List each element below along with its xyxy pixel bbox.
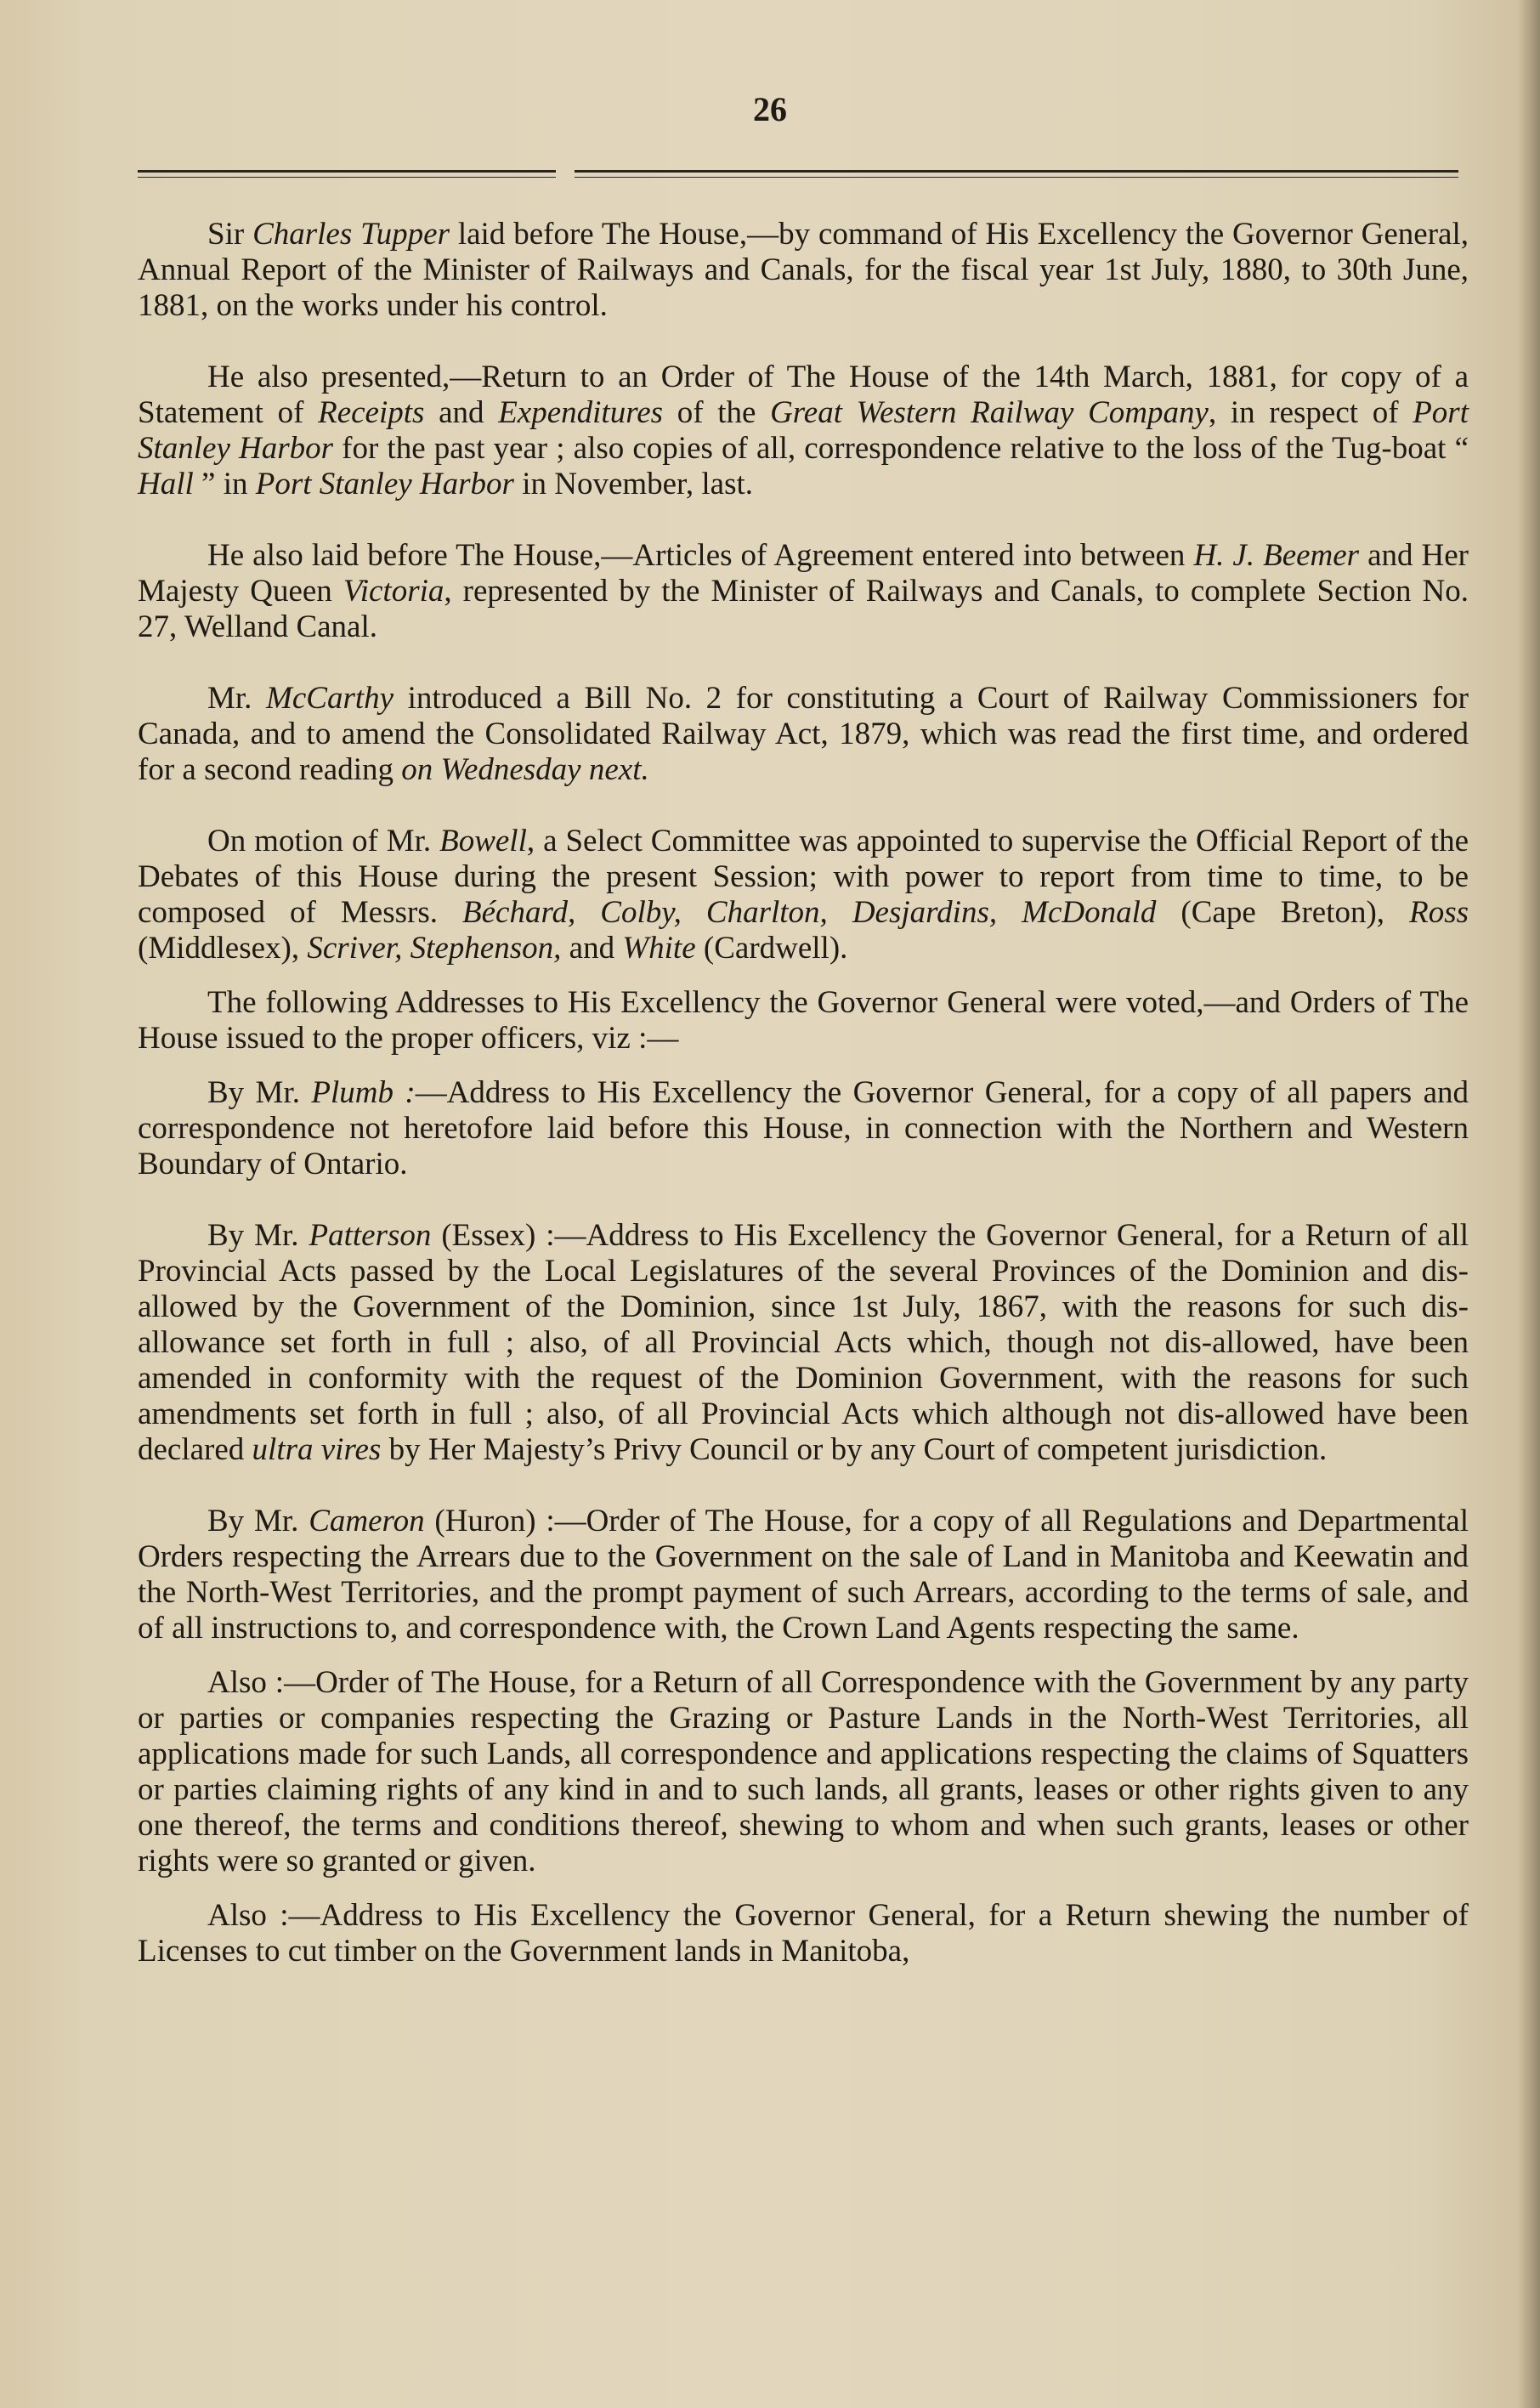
page-number: 26 xyxy=(753,90,787,128)
text-segment: of the xyxy=(663,395,771,430)
paragraph xyxy=(138,681,1469,788)
text-segment: , in respect of xyxy=(1208,395,1413,430)
paragraph xyxy=(138,1075,1469,1182)
text-segment: in November, last. xyxy=(513,467,754,501)
text-segment: and Her Majesty Queen xyxy=(138,538,1469,609)
italic-text-segment: Scriver, Stephenson, xyxy=(307,931,562,966)
italic-text-segment: on Wednesday next. xyxy=(401,752,649,787)
page-edge-shadow xyxy=(1518,0,1540,2408)
italic-text-segment: Hall xyxy=(138,467,194,501)
text-segment: Also :—Order of The House, for a Return of all Correspondence with the Government by any party or parties or companies respecting the Grazing or Pasture Lands in the North-West Territories, all applications made for such Lands, all correspondence and applications respecting the claims of Squatters or parties claiming rights of any kind in and to such lands, all grants, leases or other rights given to any one thereof, the terms and conditions thereof, shewing to whom and when such grants, leases or other rights were so granted or given. xyxy=(138,1665,1469,1878)
text-segment: Mr. xyxy=(207,681,267,716)
italic-text-segment: H. J. Beemer xyxy=(1193,538,1360,573)
text-segment: , represented by the Minister of Railways and Canals, to complete Section No. 27, Welland Canal. xyxy=(138,574,1469,644)
paragraph xyxy=(138,1218,1469,1468)
italic-text-segment: Cameron xyxy=(309,1504,425,1538)
text-segment: He also presented,—Return to an Order of The House of the 14th March, 1881, for copy of a Statement of xyxy=(138,360,1469,430)
text-segment: by Her Majesty’s Privy Council or by any Court of competent jurisdiction. xyxy=(381,1432,1328,1467)
text-segment: , a Select Committee was appointed to supervise the Official Report of the Debates of this House during the present Session; with power to report from time to time, to be composed of Messrs. xyxy=(138,824,1469,930)
text-segment: Also :—Address to His Excellency the Governor General, for a Return shewing the number of Licenses to cut timber on the Government lands in Manitoba, xyxy=(138,1898,1469,1969)
text-segment: and xyxy=(561,931,623,966)
text-segment: By Mr. xyxy=(207,1504,309,1538)
italic-text-segment: ultra vires xyxy=(252,1432,382,1467)
text-segment: (Cardwell). xyxy=(695,931,848,966)
italic-text-segment: Receipts xyxy=(318,395,425,430)
italic-text-segment: Bowell xyxy=(439,824,527,858)
text-segment: laid before The House,—by command of His Excellency the Governor General, Annual Report of the Minister of Railways and Canals, for the fiscal year 1st July, 1880, to 30th June, 1881, on the works under his control. xyxy=(138,217,1469,323)
text-segment: (Middlesex), xyxy=(138,931,308,966)
text-segment: The following Addresses to His Excellency the Governor General were voted,—and Orders of The House issued to the proper officers, viz :— xyxy=(138,985,1469,1056)
italic-text-segment: Charles Tupper xyxy=(252,217,450,252)
text-segment: Sir xyxy=(207,217,253,252)
paragraph xyxy=(138,985,1469,1057)
paragraph xyxy=(138,1504,1469,1646)
body-text xyxy=(138,217,1469,1988)
italic-text-segment: White xyxy=(622,931,696,966)
paragraph xyxy=(138,1898,1469,1969)
paragraph xyxy=(138,824,1469,966)
italic-text-segment: Expenditures xyxy=(498,395,664,430)
italic-text-segment: Béchard, Colby, Charlton, Desjardins, McDonald xyxy=(462,895,1157,930)
text-segment: ” in xyxy=(193,467,256,501)
italic-text-segment: Patterson xyxy=(309,1218,432,1253)
paragraph xyxy=(138,538,1469,645)
italic-text-segment: Plumb : xyxy=(311,1075,416,1110)
text-segment: for the past year ; also copies of all, correspondence relative to the loss of the Tug-boat “ xyxy=(333,431,1469,466)
italic-text-segment: Victoria xyxy=(343,574,444,609)
header-rule-right xyxy=(575,170,1458,178)
italic-text-segment: Great Western Railway Company xyxy=(770,395,1209,430)
text-segment: He also laid before The House,—Articles of Agreement entered into between xyxy=(207,538,1194,573)
text-segment: and xyxy=(424,395,499,430)
paragraph xyxy=(138,1665,1469,1879)
italic-text-segment: Port Stanley Harbor xyxy=(138,395,1469,466)
italic-text-segment: McCarthy xyxy=(266,681,394,716)
paragraph xyxy=(138,360,1469,502)
header-rule-left xyxy=(138,170,556,178)
text-segment: introduced a Bill No. 2 for constituting a Court of Railway Commissioners for Canada, and to amend the Consolidated Railway Act, 1879, which was read the first time, and ordered for a second reading xyxy=(138,681,1469,787)
text-segment: By Mr. xyxy=(207,1075,312,1110)
paragraph xyxy=(138,217,1469,324)
italic-text-segment: Port Stanley Harbor xyxy=(255,467,514,501)
text-segment: On motion of Mr. xyxy=(207,824,440,858)
text-segment: (Essex) :—Address to His Excellency the Governor General, for a Return of all Provincial Acts passed by the Local Legislatures of the several Provinces of the Dominion and dis-allowed by the Government of the Dominion, since 1st July, 1867, with the reasons for such dis-allowance set forth in full ; also, of all Provincial Acts which, though not dis-allowed, have been amended in conformity with the request of the Dominion Government, with the reasons for such amendments set forth in full ; also, of all Provincial Acts which although not dis-allowed have been declared xyxy=(138,1218,1469,1467)
italic-text-segment: Ross xyxy=(1409,895,1469,930)
text-segment: —Address to His Excellency the Governor General, for a copy of all papers and correspondence not heretofore laid before this House, in connection with the Northern and Western Boundary of Ontario. xyxy=(138,1075,1469,1181)
text-segment: (Cape Breton), xyxy=(1156,895,1410,930)
text-segment: By Mr. xyxy=(207,1218,309,1253)
text-segment: (Huron) :—Order of The House, for a copy of all Regulations and Departmental Orders respecting the Arrears due to the Government on the sale of Land in Manitoba and Keewatin and the North-West Territories, and the prompt payment of such Arrears, according to the terms of sale, and of all instructions to, and correspondence with, the Crown Land Agents respecting the same. xyxy=(138,1504,1469,1646)
